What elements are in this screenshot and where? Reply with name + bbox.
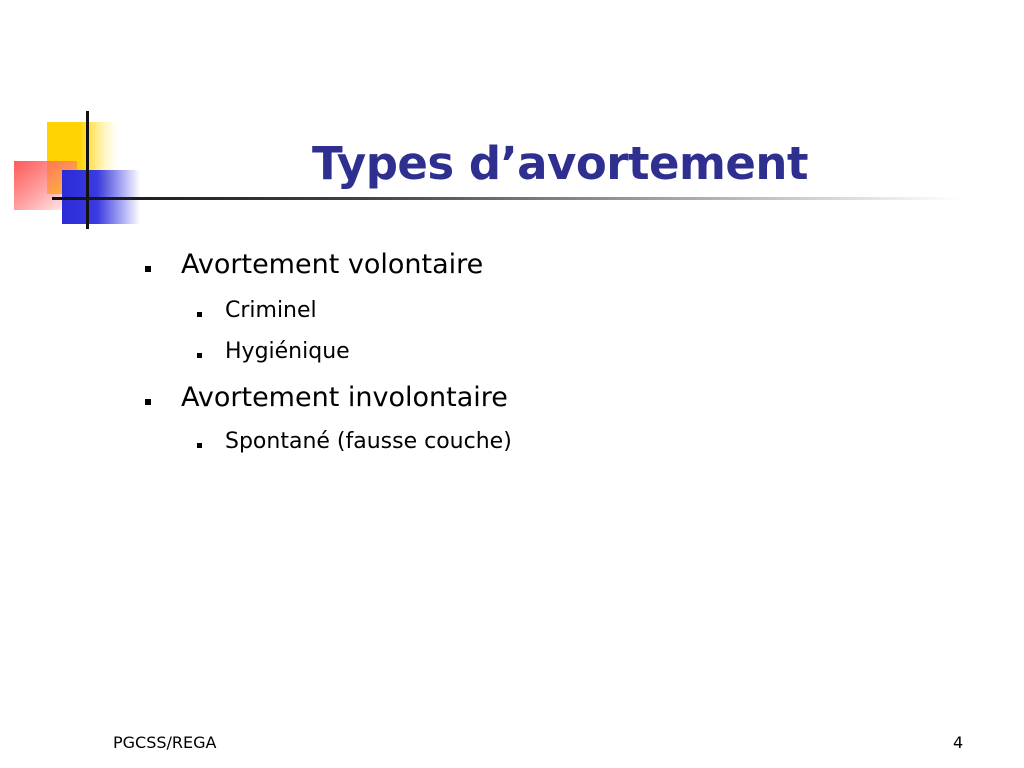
page-number: 4 xyxy=(953,733,964,752)
vertical-rule xyxy=(86,111,89,229)
square-bullet-icon xyxy=(197,443,202,448)
square-bullet-icon xyxy=(145,266,151,272)
footer-text: PGCSS/REGA xyxy=(113,733,217,752)
title-underline-rule xyxy=(52,197,960,200)
square-bullet-icon xyxy=(197,312,202,317)
square-bullet-icon xyxy=(197,353,202,358)
bullet-text: Criminel xyxy=(225,298,317,323)
bullet-text: Avortement volontaire xyxy=(181,249,484,280)
bullet-text: Spontané (fausse couche) xyxy=(225,429,512,454)
bullet-text: Avortement involontaire xyxy=(181,382,508,413)
slide-title: Types d’avortement xyxy=(312,137,808,190)
bullet-text: Hygiénique xyxy=(225,339,350,364)
square-bullet-icon xyxy=(145,399,151,405)
decorative-squares-logo xyxy=(0,0,140,240)
